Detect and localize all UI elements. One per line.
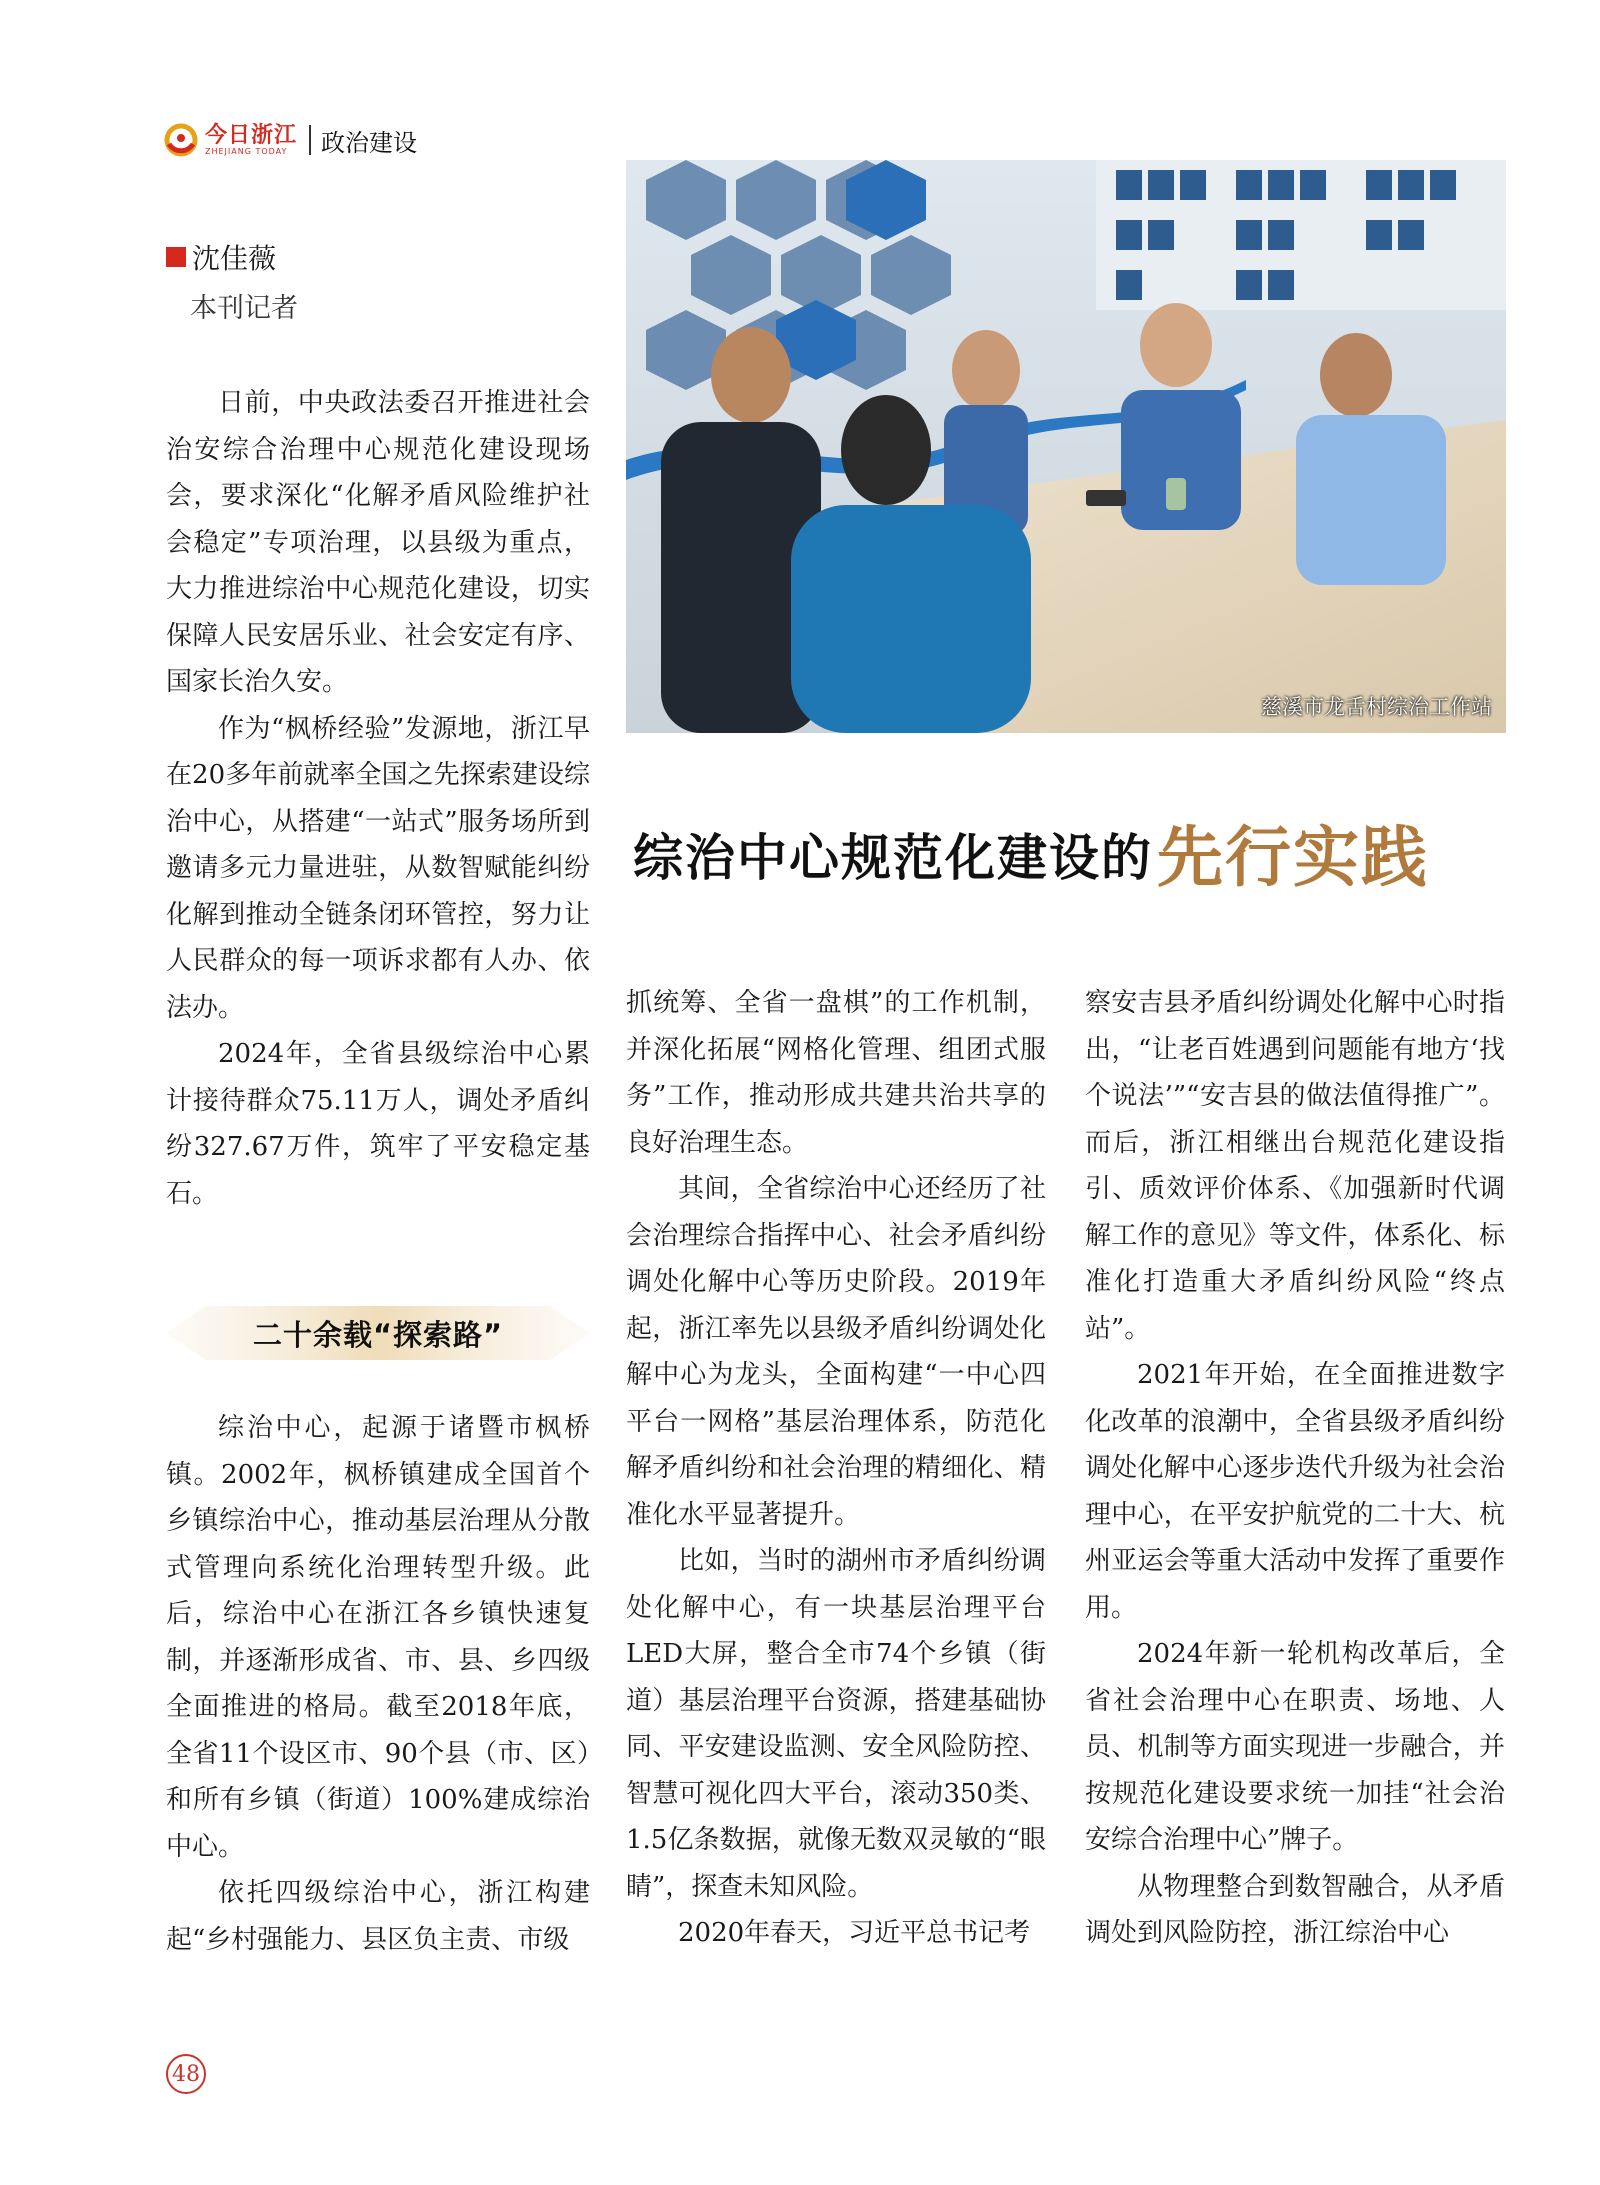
column-right (1085, 980, 1505, 1957)
author-role: 本刊记者 (190, 293, 298, 324)
column-left-top (166, 380, 590, 1217)
paragraph: 察安吉县矛盾纠纷调处化解中心时指出，“让老百姓遇到问题能有地方‘找个说法’”“安吉县的做法值得推广”。而后，浙江相继出台规范化建设指引、质效评价体系、《加强新时代调解工作的意见》等文件，体系化、标准化打造重大矛盾纠纷风险“终点站”。 (1085, 988, 1505, 1344)
header-divider (309, 125, 311, 155)
subhead-text: 二十余载“探索路” (252, 1317, 504, 1352)
page-number: 48 (166, 2054, 206, 2094)
paragraph: 2020年春天，习近平总书记考 (678, 1918, 1031, 1948)
photo-illustration (626, 160, 1506, 733)
author-name: 沈佳薇 (192, 242, 277, 275)
paragraph: 抓统筹、全省一盘棋”的工作机制，并深化拓展“网格化管理、组团式服务”工作，推动形成共建共治共享的良好治理生态。 (626, 988, 1046, 1158)
article-photo (626, 160, 1506, 733)
section-name: 政治建设 (321, 128, 418, 157)
paragraph: 从物理整合到数智融合，从矛盾调处到风险防控，浙江综治中心 (1085, 1871, 1505, 1948)
paragraph: 2024年新一轮机构改革后，全省社会治理中心在职责、场地、人员、机制等方面实现进一步融合，并按规范化建设要求统一加挂“社会治安综合治理中心”牌子。 (1085, 1639, 1505, 1855)
paragraph: 综治中心，起源于诸暨市枫桥镇。2002年，枫桥镇建成全国首个乡镇综治中心，推动基层治理从分散式管理向系统化治理转型升级。此后，综治中心在浙江各乡镇快速复制，并逐渐形成省、市、县、乡四级全面推进的格局。截至2018年底，全省11个设区市、90个县（市、区）和所有乡镇（街道）100%建成综治中心。 (166, 1413, 590, 1862)
masthead (163, 118, 417, 162)
byline-author (166, 237, 276, 277)
photo-caption: 慈溪市龙舌村综治工作站 (1261, 695, 1492, 719)
section-subhead (166, 1302, 590, 1364)
column-middle (626, 980, 1046, 1957)
logo-chinese: 今日浙江 (205, 122, 298, 148)
paragraph: 作为“枫桥经验”发源地，浙江早在20多年前就率全国之先探索建设综治中心，从搭建“一站式”服务场所到邀请多元力量进驻，从数智赋能纠纷化解到推动全链条闭环管控，努力让人民群众的每一项诉求都有人办、依法办。 (166, 713, 590, 1023)
headline-accent: 先行实践 (1157, 818, 1429, 896)
publication-logo (205, 124, 297, 156)
column-left-bottom (166, 1405, 590, 1963)
paragraph: 2021年开始，在全面推进数字化改革的浪潮中，全省县级矛盾纠纷调处化解中心逐步迭代升级为社会治理中心，在平安护航党的二十大、杭州亚运会等重大活动中发挥了重要作用。 (1085, 1360, 1505, 1623)
logo-english: ZHEJIANG TODAY (205, 147, 288, 156)
article-headline (633, 818, 1513, 896)
paragraph: 依托四级综治中心，浙江构建起“乡村强能力、县区负主责、市级 (166, 1878, 590, 1955)
headline-main: 综治中心规范化建设的 (633, 828, 1153, 887)
paragraph: 其间，全省综治中心还经历了社会治理综合指挥中心、社会矛盾纠纷调处化解中心等历史阶段。2019年起，浙江率先以县级矛盾纠纷调处化解中心为龙头，全面构建“一中心四平台一网格”基层治理体系，防范化解矛盾纠纷和社会治理的精细化、精准化水平显著提升。 (626, 1174, 1046, 1530)
paragraph: 2024年，全省县级综治中心累计接待群众75.11万人，调处矛盾纠纷327.67万件，筑牢了平安稳定基石。 (166, 1039, 590, 1209)
red-square-icon (166, 247, 186, 267)
paragraph: 比如，当时的湖州市矛盾纠纷调处化解中心，有一块基层治理平台LED大屏，整合全市74个乡镇（街道）基层治理平台资源，搭建基础协同、平安建设监测、安全风险防控、智慧可视化四大平台，滚动350类、1.5亿条数据，就像无数双灵敏的“眼睛”，探查未知风险。 (626, 1546, 1046, 1902)
sun-logo-icon (163, 122, 199, 158)
paragraph: 日前，中央政法委召开推进社会治安综合治理中心规范化建设现场会，要求深化“化解矛盾风险维护社会稳定”专项治理，以县级为重点，大力推进综治中心规范化建设，切实保障人民安居乐业、社会安定有序、国家长治久安。 (166, 388, 590, 697)
